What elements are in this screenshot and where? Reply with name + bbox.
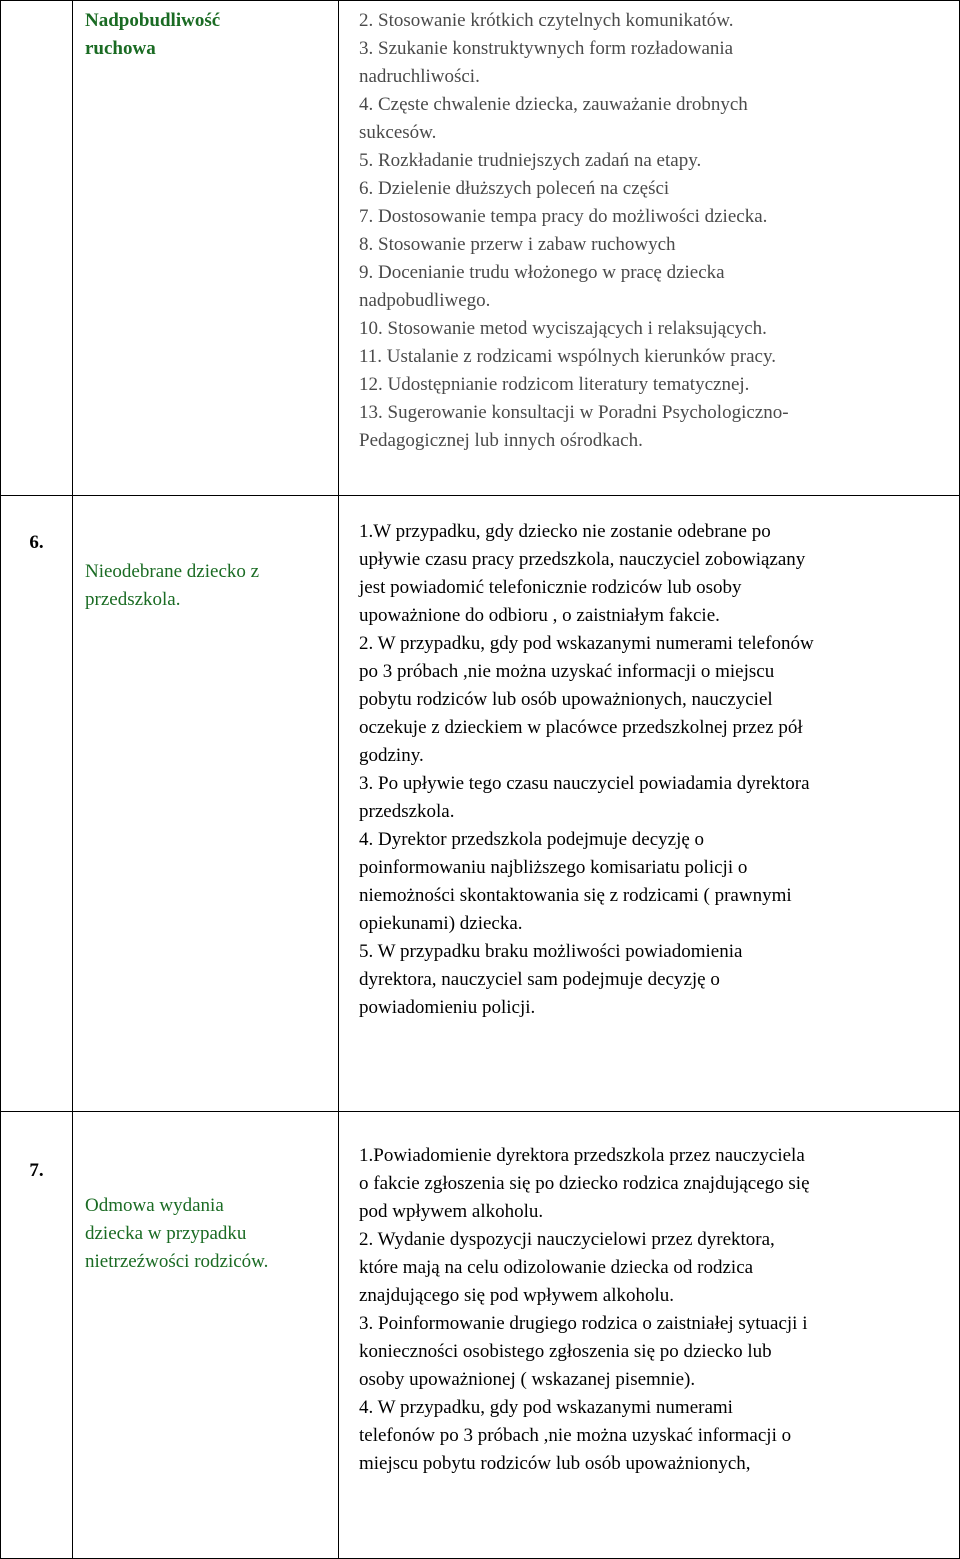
list-item: nadruchliwości.: [359, 66, 480, 87]
list-item: powiadomieniu policji.: [359, 997, 536, 1018]
row-title-line: przedszkola.: [85, 589, 181, 610]
list-item: 9. Docenianie trudu włożonego w pracę dziecka: [359, 262, 725, 283]
row-title-line: nietrzeźwości rodziców.: [85, 1251, 269, 1272]
list-item: 8. Stosowanie przerw i zabaw ruchowych: [359, 234, 676, 255]
list-item: po 3 próbach ,nie można uzyskać informacji o miejscu: [359, 661, 775, 682]
list-item: 2. Stosowanie krótkich czytelnych komunikatów.: [359, 10, 734, 31]
list-item: konieczności osobistego zgłoszenia się po dziecko lub: [359, 1341, 772, 1362]
row-number: [1, 1, 73, 496]
row-procedure-list: [339, 496, 960, 1112]
list-item: 2. Wydanie dyspozycji nauczycielowi przez dyrektora,: [359, 1229, 775, 1250]
list-item: 13. Sugerowanie konsultacji w Poradni Psychologiczno-: [359, 402, 789, 423]
list-item: pod wpływem alkoholu.: [359, 1201, 544, 1222]
list-item: Pedagogicznej lub innych ośrodkach.: [359, 430, 643, 451]
list-item: znajdującego się pod wpływem alkoholu.: [359, 1285, 675, 1306]
table-row: [1, 1, 960, 496]
list-item: o fakcie zgłoszenia się po dziecko rodzica znajdującego się: [359, 1173, 810, 1194]
row-title-line: ruchowa: [85, 38, 156, 59]
table-row: [1, 496, 960, 1112]
row-title: [73, 496, 339, 1112]
row-title: [73, 1, 339, 496]
list-item: które mają na celu odizolowanie dziecka od rodzica: [359, 1257, 754, 1278]
list-item: przedszkola.: [359, 801, 455, 822]
list-item: opiekunami) dziecka.: [359, 913, 523, 934]
row-number: 6.: [1, 496, 73, 1112]
list-item: 2. W przypadku, gdy pod wskazanymi numerami telefonów: [359, 633, 814, 654]
list-item: jest powiadomić telefonicznie rodziców lub osoby: [359, 577, 742, 598]
row-procedure-list: [339, 1, 960, 496]
list-item: upoważnione do odbioru , o zaistniałym fakcie.: [359, 605, 720, 626]
list-item: 3. Szukanie konstruktywnych form rozładowania: [359, 38, 734, 59]
list-item: nadpobudliwego.: [359, 290, 491, 311]
list-item: godziny.: [359, 745, 424, 766]
list-item: 3. Poinformowanie drugiego rodzica o zaistniałej sytuacji i: [359, 1313, 808, 1334]
list-item: upływie czasu pracy przedszkola, nauczyciel zobowiązany: [359, 549, 806, 570]
list-item: 7. Dostosowanie tempa pracy do możliwości dziecka.: [359, 206, 768, 227]
list-item: oczekuje z dzieckiem w placówce przedszkolnej przez pół: [359, 717, 803, 738]
list-item: pobytu rodziców lub osób upoważnionych, nauczyciel: [359, 689, 773, 710]
row-title-line: Nieodebrane dziecko z: [85, 561, 260, 582]
list-item: telefonów po 3 próbach ,nie można uzyskać informacji o: [359, 1425, 792, 1446]
table-row: [1, 1112, 960, 1559]
row-title-line: dziecka w przypadku: [85, 1223, 247, 1244]
list-item: poinformowaniu najbliższego komisariatu policji o: [359, 857, 748, 878]
list-item: 5. Rozkładanie trudniejszych zadań na etapy.: [359, 150, 702, 171]
list-item: 3. Po upływie tego czasu nauczyciel powiadamia dyrektora: [359, 773, 810, 794]
list-item: niemożności skontaktowania się z rodzicami ( prawnymi: [359, 885, 792, 906]
list-item: osoby upoważnionej ( wskazanej pisemnie).: [359, 1369, 696, 1390]
list-item: dyrektora, nauczyciel sam podejmuje decyzję o: [359, 969, 720, 990]
list-item: 4. Dyrektor przedszkola podejmuje decyzję o: [359, 829, 705, 850]
row-title: [73, 1112, 339, 1559]
list-item: 6. Dzielenie dłuższych poleceń na części: [359, 178, 670, 199]
list-item: 12. Udostępnianie rodzicom literatury tematycznej.: [359, 374, 750, 395]
row-number: 7.: [1, 1112, 73, 1559]
list-item: 10. Stosowanie metod wyciszających i relaksujących.: [359, 318, 767, 339]
list-item: 1.Powiadomienie dyrektora przedszkola przez nauczyciela: [359, 1145, 805, 1166]
list-item: 4. W przypadku, gdy pod wskazanymi numerami: [359, 1397, 733, 1418]
list-item: 11. Ustalanie z rodzicami wspólnych kierunków pracy.: [359, 346, 776, 367]
row-title-line: Odmowa wydania: [85, 1195, 224, 1216]
list-item: 1.W przypadku, gdy dziecko nie zostanie odebrane po: [359, 521, 771, 542]
list-item: miejscu pobytu rodziców lub osób upoważnionych,: [359, 1453, 751, 1474]
row-title-line: Nadpobudliwość: [85, 10, 221, 31]
list-item: sukcesów.: [359, 122, 437, 143]
row-procedure-list: [339, 1112, 960, 1559]
list-item: 5. W przypadku braku możliwości powiadomienia: [359, 941, 743, 962]
list-item: 4. Częste chwalenie dziecka, zauważanie drobnych: [359, 94, 748, 115]
